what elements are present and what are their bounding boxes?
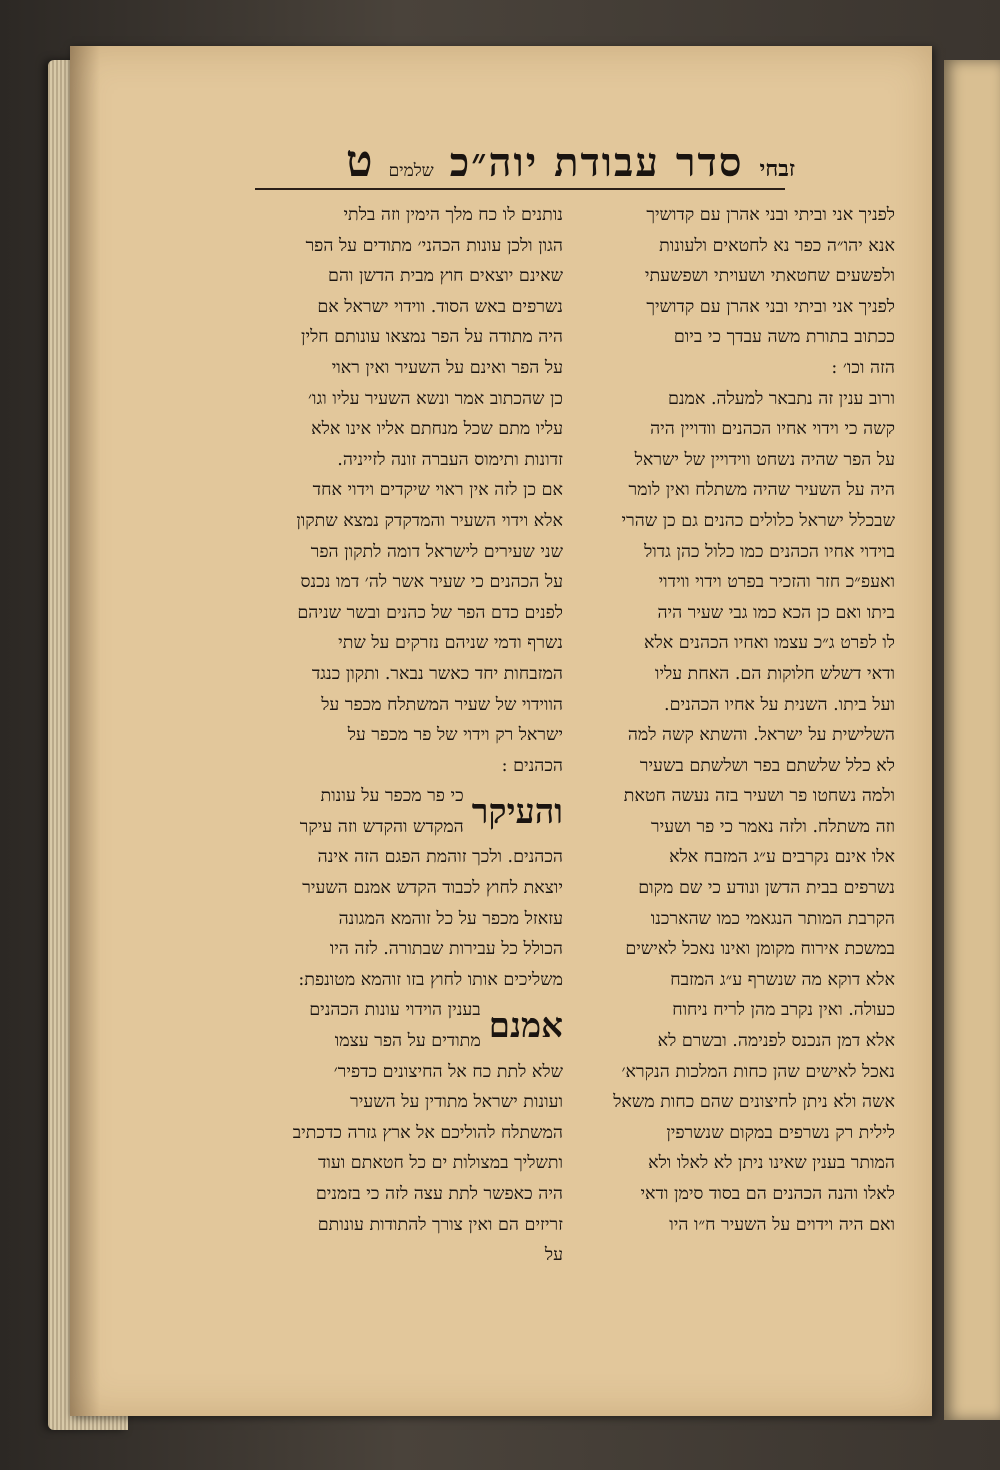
text-line: זריזים הם ואין צורך להתודות עונותם <box>317 1214 563 1235</box>
text-line: הכולל כל עבירות שבתורה. לזה היו <box>329 939 563 960</box>
text-line: זדונות ותימוס העברה זונה לזייניה. <box>337 449 563 470</box>
text-line: הכהנים. ולכך זוהמת הפגם הזה אינה <box>317 847 563 868</box>
text-line: שבכלל ישראל כלולים כהנים גם כן שהרי <box>621 510 895 531</box>
lead-word: והעיקר <box>471 791 563 832</box>
text-line: המותר בענין שאינו ניתן לא לאלו ולא <box>648 1153 895 1174</box>
text-line: מתודים על הפר עצמו <box>334 1031 481 1052</box>
text-line: המזבחות יחד כאשר נבאר. ותקון כנגד <box>311 663 563 684</box>
text-line: עזאזל מכפר על כל זוהמא המגונה <box>338 908 563 929</box>
running-header <box>250 136 795 186</box>
right-column <box>575 200 895 1240</box>
text-line: קשה כי וידוי אחיו הכהנים וודויין היה <box>650 419 895 440</box>
text-line: המקדש והקדש וזה עיקר <box>299 816 464 837</box>
text-line: יוצאת לחוץ לכבוד הקדש אמנם השעיר <box>302 878 563 899</box>
lead-paragraph-2 <box>235 995 563 1056</box>
text-line: כן שהכתוב אמר ונשא השעיר עליו וגו׳ <box>308 388 563 409</box>
text-line: לאלו והנה הכהנים הם בסוד סימן ודאי <box>640 1184 895 1204</box>
header-title: סדר עבודת יוה״כ <box>449 139 744 186</box>
text-line: המשתלח להוליכם אל ארץ גזרה כדכתיב <box>292 1122 563 1143</box>
text-line: ישראל רק וידוי של פר מכפר על <box>347 725 563 746</box>
text-line: נשרפים בבית הדשן ונודע כי שם מקום <box>638 878 895 899</box>
text-line: הקרבת המותר הנגאמי כמו שהארכנו <box>650 908 895 929</box>
text-line: ואעפ״כ חזר והזכיר בפרט וידוי ווידוי <box>658 572 895 593</box>
gutter-shadow <box>70 46 100 1416</box>
text-line: אשה ולא ניתן לחיצונים שהם כחות משאל <box>613 1092 895 1113</box>
text-line: הגון ולכן עונות הכהני׳ מתודים על הפר <box>305 235 563 256</box>
text-line: ולמה נשחטו פר ושעיר בזה נעשה חטאת <box>623 786 895 807</box>
text-line: ותשליך במצולות ים כל חטאתם ועוד <box>317 1153 563 1174</box>
facing-page-edge <box>944 60 1000 1420</box>
header-rule <box>255 188 785 190</box>
text-line: הזה וכו׳ : <box>831 357 895 378</box>
text-line: ביתו ואם כן הכא כמו גבי שעיר היה <box>657 602 895 623</box>
lead-word: אמנם <box>488 1006 563 1047</box>
text-line: אלא וידוי השעיר והמדקדק נמצא שתקון <box>296 510 563 531</box>
text-line: במשכת אירוח מקומן ואינו נאכל לאישים <box>625 939 895 960</box>
text-line: ועונות ישראל מתודין על השעיר <box>350 1092 563 1113</box>
lead-paragraph-1 <box>235 781 563 842</box>
text-line: שני שעירים לישראל דומה לתקון הפר <box>310 541 563 562</box>
text-line: ככתוב בתורת משה עבדך כי ביום <box>673 327 895 348</box>
text-line: אם כן לזה אין ראוי שיקדים וידוי אחד <box>312 480 563 501</box>
text-line: וזה משתלח. ולזה נאמר כי פר ושעיר <box>651 816 895 837</box>
text-line: נשרפים באש הסוד. ווידוי ישראל אם <box>317 296 563 317</box>
text-line: אלו אינם נקרבים ע״ג המזבח אלא <box>669 847 895 868</box>
text-line: כי פר מכפר על עונות <box>320 786 464 807</box>
text-line: ולפשעים שחטאתי ושעויתי ושפשעתי <box>644 266 895 287</box>
text-line: ועל ביתו. השנית על אחיו הכהנים. <box>664 694 895 715</box>
text-line: היה על השעיר שהיה משתלח ואין לומר <box>628 480 895 501</box>
text-line: לא כלל שלשתם בפר ושלשתם בשעיר <box>639 755 895 776</box>
text-line: נותנים לו כח מלך הימין וזה בלתי <box>343 205 563 225</box>
text-line: אלא דוקא מה שנשרף ע״ג המזבח <box>670 969 895 990</box>
text-line: ורוב ענין זה נתבאר למעלה. אמנם <box>667 388 895 409</box>
page-number: ט <box>346 136 373 187</box>
text-line: היה מתודה על הפר נמצאו עונותם חלין <box>301 327 563 348</box>
left-column <box>235 200 563 1271</box>
text-line: שאינם יוצאים חוץ מבית הדשן והם <box>328 266 563 287</box>
text-line: היה כאפשר לתת עצה לזה כי בזמנים <box>315 1184 563 1204</box>
text-line: אנא יהו״ה כפר נא לחטאים ולעונות <box>659 235 895 256</box>
text-line: בוידוי אחיו הכהנים כמו כלול כהן גדול <box>644 541 895 562</box>
text-line: אלא דמן הנכנס לפנימה. ובשרם לא <box>657 1031 895 1052</box>
text-line: ואם היה וידוים על השעיר ח״ו היו <box>669 1214 895 1235</box>
text-line: לילית רק נשרפים במקום שנשרפין <box>666 1122 895 1143</box>
text-line: משליכים אותו לחוץ בזו זוהמא מטונפת: <box>298 969 563 990</box>
text-line: השלישית על ישראל. והשתא קשה למה <box>627 725 895 746</box>
text-line: נשרף ודמי שניהם נזרקים על שתי <box>338 633 563 654</box>
text-line: כעולה. ואין נקרב מהן לריח ניחוח <box>672 1000 895 1021</box>
text-line: בענין הוידוי עונות הכהנים <box>309 1000 481 1021</box>
header-small-word: שלמים <box>388 161 434 181</box>
text-line: לפניך אני וביתי ובני אהרן עם קדושיך <box>646 296 895 317</box>
text-line: הווידוי של שעיר המשתלח מכפר על <box>321 694 563 715</box>
text-line: נאכל לאישים שהן כחות המלכות הנקרא׳ <box>621 1061 895 1082</box>
text-line: עליו מתם שכל מנחתם אליו אינו אלא <box>311 419 563 440</box>
text-line: על הפר שהיה נשחט ווידויין של ישראל <box>634 449 895 470</box>
text-line: שלא לתת כח אל החיצונים כדפיר׳ <box>333 1061 563 1082</box>
text-line: לפניך אני וביתי ובני אהרן עם קדושיך <box>646 205 895 225</box>
text-line: על הפר ואינם על השעיר ואין ראוי <box>331 357 563 378</box>
text-line: לו לפרט ג״כ עצמו ואחיו הכהנים אלא <box>644 633 895 654</box>
text-line: על הכהנים כי שעיר אשר לה׳ דמו נכנס <box>300 572 563 593</box>
text-line: על <box>544 1245 563 1266</box>
text-line: ודאי דשלש חלוקות הם. האחת עליו <box>654 663 895 684</box>
header-left-word: זבחי <box>759 156 795 182</box>
text-line: לפנים כדם הפר של כהנים ובשר שניהם <box>297 602 563 623</box>
text-line: הכהנים : <box>501 755 563 776</box>
